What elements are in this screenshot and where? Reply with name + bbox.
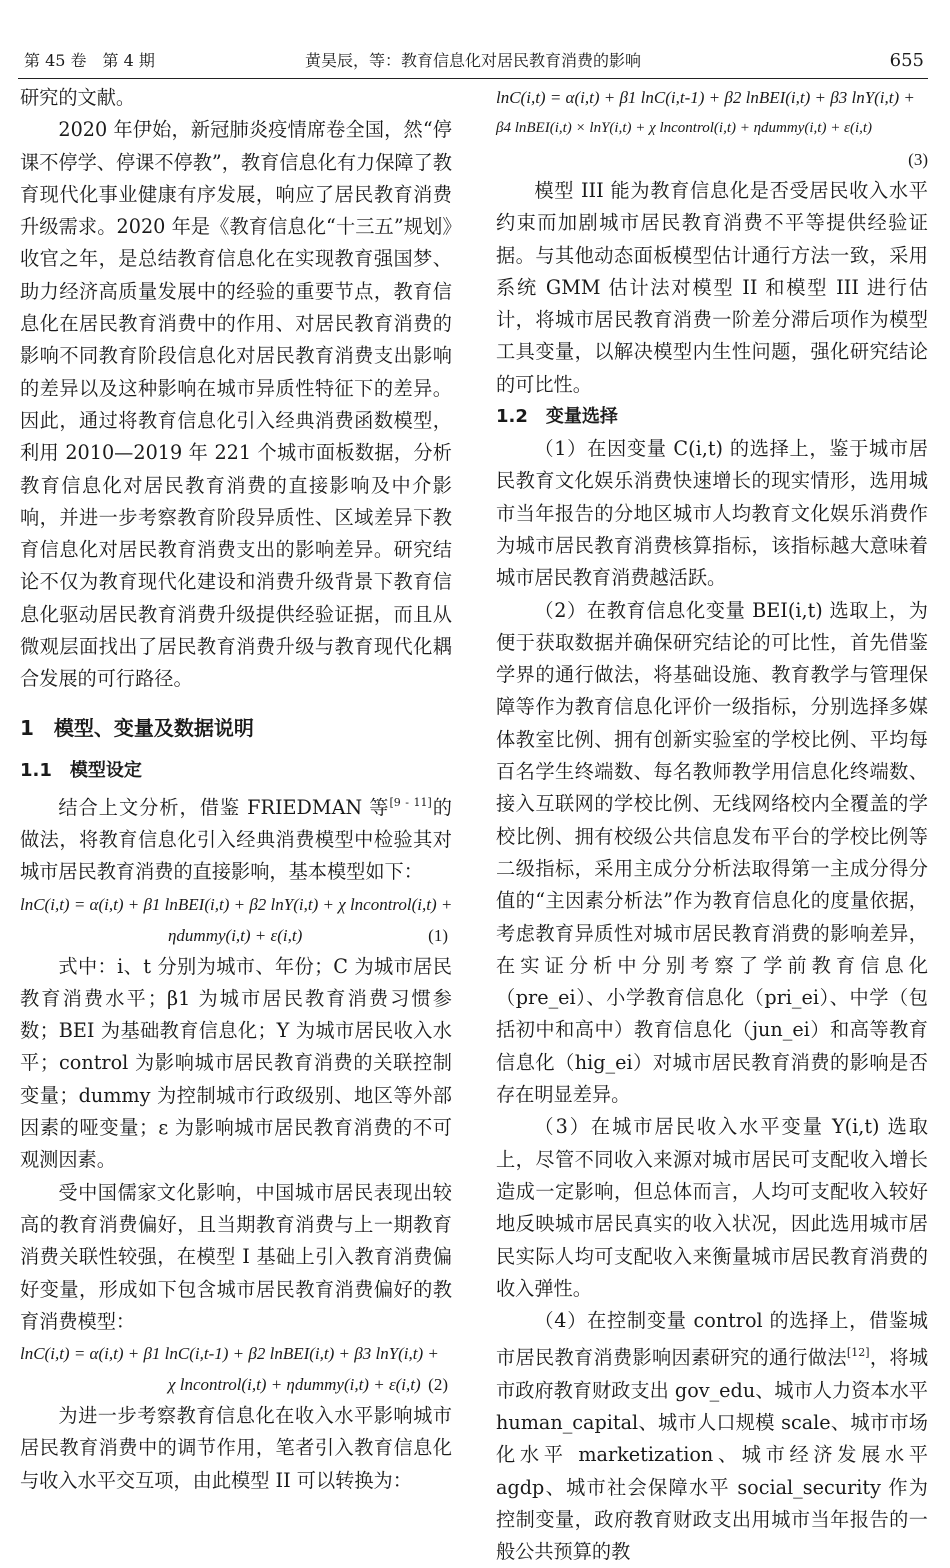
right-column — [496, 82, 928, 1568]
volume-issue: 第 45 卷 第 4 期 — [24, 51, 155, 70]
paragraph: 2020 年伊始，新冠肺炎疫情席卷全国，然“停课不停学、停课不停教”，教育信息化有力保障了教育现代化事业健康有序发展，响应了居民教育消费升级需求。2020 年是《教育信息化“十三五”规划》收官之年，是总结教育信息化在实现教育强国梦、助力经济高质量发展中的经验的重要节点，教育信息化在居民教育消费中的作用、对居民教育消费的影响不同教育阶段信息化对居民教育消费支出影响的差异以及这种影响在城市异质性特征下的差异。因此，通过将教育信息化引入经典消费函数模型，利用 2010—2019 年 221 个城市面板数据，分析教育信息化对居民教育消费的直接影响及中介影响，并进一步考察教育阶段异质性、区域差异下教育信息化对居民教育消费支出的影响差异。研究结论不仅为教育现代化建设和消费升级背景下教育信息化驱动居民教育消费升级提供经验证据，而且从微观层面找出了居民教育消费升级与教育现代化耦合发展的可行路径。 — [20, 118, 452, 691]
paragraph: （2）在教育信息化变量 BEI(i,t) 选取上，为便于获取数据并确保研究结论的可比性，首先借鉴学界的通行做法，将基础设施、教育教学与管理保障等作为教育信息化评价一级指标，分别选择多媒体教室比例、拥有创新实验室的学校比例、平均每百名学生终端数、每名教师教学用信息化终端数、接入互联网的学校比例、无线网络校内全覆盖的学校比例、拥有校级公共信息发布平台的学校比例等二级指标，采用主成分分析法取得第一主成分得分值的“主因素分析法”作为教育信息化的度量依据，考虑教育异质性对城市居民教育消费的影响差异，在实证分析中分别考察了学前教育信息化（pre_ei）、小学教育信息化（pri_ei）、中学（包括初中和高中）教育信息化（jun_ei）和高等教育信息化（hig_ei）对城市居民教育消费的影响是否存在明显差异。 — [496, 598, 928, 1107]
paragraph: 为进一步考察教育信息化在收入水平影响城市居民教育消费中的调节作用，笔者引入教育信息化与收入水平交互项，由此模型 II 可以转换为： — [20, 1404, 452, 1492]
equation-3 — [496, 82, 928, 175]
equation-2 — [20, 1338, 452, 1400]
page-number: 655 — [889, 50, 924, 71]
paragraph: 模型 III 能为教育信息化是否受居民收入水平约束而加剧城市居民教育消费不平等提供经验证据。与其他动态面板模型估计通行方法一致，采用系统 GMM 估计法对模型 II 和模型 III 进行估计，将城市居民教育消费一阶差分滞后项作为模型工具变量，以解决模型内生性问题，强化研究结论的可比性。 — [496, 179, 928, 396]
paragraph — [20, 787, 452, 889]
subsection-heading: 1.2 变量选择 — [496, 406, 618, 428]
paragraph: （1）在因变量 C(i,t) 的选择上，鉴于城市居民教育文化娱乐消费快速增长的现实情形，选用城市当年报告的分地区城市人均教育文化娱乐消费作为城市居民教育消费核算指标，该指标越大意味着城市居民教育消费越活跃。 — [496, 437, 928, 590]
citation[interactable]: [12] — [846, 1346, 870, 1360]
citation[interactable]: [9 - 11] — [389, 795, 432, 809]
paragraph-text: （4）在控制变量 control 的选择上，借鉴城市居民教育消费影响因素研究的通行做法 — [496, 1309, 928, 1370]
paragraph: （3）在城市居民收入水平变量 Y(i,t) 选取上，尽管不同收入来源对城市居民可支配收入增长造成一定影响，但总体而言，人均可支配收入较好地反映城市居民真实的收入状况，因此选用城市居民实际人均可支配收入来衡量城市居民教育消费的收入弹性。 — [496, 1115, 928, 1300]
paragraph-text: ，将城市政府教育财政支出 gov_edu、城市人力资本水平 human_capital、城市人口规模 scale、城市市场化水平 marketization、城市经济发展水平 agdp、城市社会保障水平 social_security 作为控制变量，政府教育财政支出用城市当年报告的一般公共预算的教 — [496, 1346, 929, 1564]
running-header — [18, 48, 928, 79]
left-column — [20, 82, 452, 1497]
equation-number: (3) — [908, 150, 928, 169]
equation-number: (1) — [428, 925, 448, 945]
paragraph: 研究的文献。 — [20, 86, 136, 109]
equation-line: lnC(i,t) = α(i,t) + β1 lnBEI(i,t) + β2 lnY(i,t) + χ lncontrol(i,t) + — [20, 894, 453, 914]
equation-line: χ lncontrol(i,t) + ηdummy(i,t) + ε(i,t) — [168, 1375, 421, 1395]
equation-line: lnC(i,t) = α(i,t) + β1 lnC(i,t-1) + β2 lnBEI(i,t) + β3 lnY(i,t) + — [496, 88, 915, 107]
equation-line: lnC(i,t) = α(i,t) + β1 lnC(i,t-1) + β2 lnBEI(i,t) + β3 lnY(i,t) + — [20, 1344, 439, 1364]
equation-number: (2) — [428, 1375, 448, 1395]
paragraph: 式中：i、t 分别为城市、年份；C 为城市居民教育消费水平；β1 为城市居民教育消费习惯参数；BEI 为基础教育信息化；Y 为城市居民收入水平；control 为影响城市居民教育消费的关联控制变量；dummy 为控制城市行政级别、地区等外部因素的哑变量；ε 为影响城市居民教育消费的不可观测因素。 — [20, 954, 452, 1172]
equation-line: β4 lnBEI(i,t) × lnY(i,t) + χ lncontrol(i,t) + ηdummy(i,t) + ε(i,t) — [496, 120, 873, 136]
equation-line: ηdummy(i,t) + ε(i,t) — [168, 925, 303, 945]
running-title: 黄昊辰，等：教育信息化对居民教育消费的影响 — [304, 51, 641, 70]
paragraph: 受中国儒家文化影响，中国城市居民表现出较高的教育消费偏好，且当期教育消费与上一期教育消费关联性较强，在模型 I 基础上引入教育消费偏好变量，形成如下包含城市居民教育消费偏好的教育消费模型： — [20, 1180, 452, 1333]
subsection-heading: 1.1 模型设定 — [20, 759, 142, 781]
paragraph-text: 结合上文分析，借鉴 FRIEDMAN 等 — [58, 795, 390, 819]
paragraph-text: 的做法，将教育信息化引入经典消费模型中检验其对城市居民教育消费的直接影响，基本模型如下： — [20, 795, 452, 884]
section-heading: 1 模型、变量及数据说明 — [20, 715, 254, 740]
equation-1 — [20, 889, 452, 951]
paragraph — [496, 1305, 928, 1568]
